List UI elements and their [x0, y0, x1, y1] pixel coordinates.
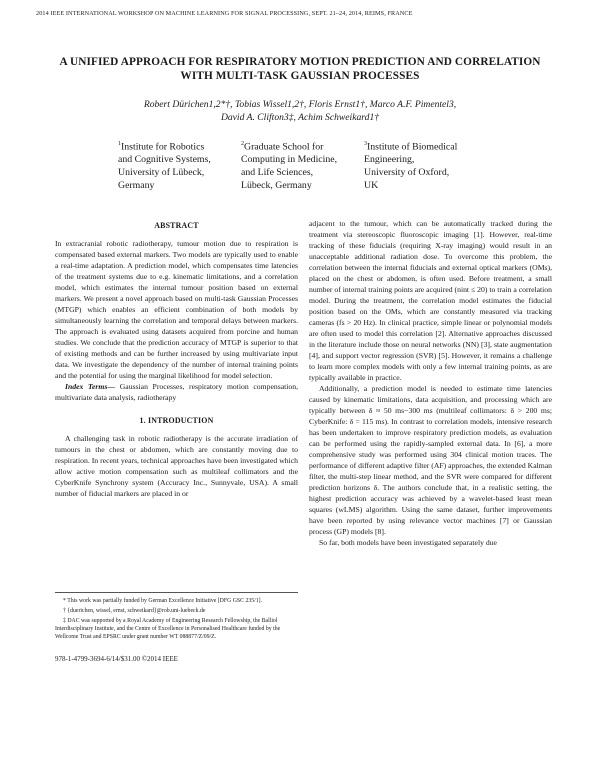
affiliation-2-line-2: Computing in Medicine,: [241, 154, 338, 166]
affiliation-1-line-4: Germany: [118, 180, 155, 192]
right-paragraph-1: adjacent to the tumour, which can be automatically tracked during the treatment via stereoscopic fluoroscopic imaging [1]. However, real-time tracking of these fiducials (requiring X-ray imaging) would result in an unacceptable additional radiation dose. To overcome this problem, the correlation between the internal fiducials and external optical markers (OMs), placed on the chest or abdomen, is often used. Before treatment, a small number of internal training points are acquired (nint ≤ 20) to train a correlation model. During the treatment, the correlation model estimates the fiducial position based on the OMs, which are constantly measured via tracking cameras (fs > 20 Hz). In clinical practice, simple linear or polynomial models are often used to model this correlation [2]. Alternative approaches discussed in the literature include those on neural networks (NN) [3], state augmentation [4], and support vector regression (SVR) [5]. However, it remains a challenge to learn more complex models with only a few internal training points, as are typically available in practice.: [309, 219, 552, 382]
title-line-2: WITH MULTI-TASK GAUSSIAN PROCESSES: [180, 70, 420, 82]
affiliation-3: [364, 138, 487, 192]
title-line-1: A UNIFIED APPROACH FOR RESPIRATORY MOTION PREDICTION AND CORRELATION: [59, 56, 541, 68]
affiliations: [118, 138, 518, 192]
right-paragraph-3: So far, both models have been investigated separately due: [319, 538, 497, 547]
affiliation-1-line-1: Institute for Robotics: [121, 141, 205, 153]
authors-line-2: David A. Clifton3‡, Achim Schweikard1†: [220, 112, 380, 123]
paper-title: [40, 55, 560, 83]
footnotes: [55, 592, 298, 643]
affiliation-1-line-2: and Cognitive Systems,: [118, 154, 211, 166]
affiliation-1-number: 1: [118, 141, 121, 147]
abstract-heading: ABSTRACT: [154, 221, 199, 230]
index-terms-label: Index Terms—: [65, 382, 116, 391]
conference-header: 2014 IEEE INTERNATIONAL WORKSHOP ON MACHINE LEARNING FOR SIGNAL PROCESSING, SEPT. 21–24, 2014, REIMS, FRANCE: [36, 10, 413, 17]
affiliation-2-line-1: Graduate School for: [244, 141, 324, 153]
index-terms-text: Gaussian Processes, respiratory motion compensation, multivariate data analysis, radiotherapy: [55, 382, 299, 402]
affiliation-3-line-4: UK: [364, 180, 379, 192]
footnote-support: ‡ DAC was supported by a Royal Academy of Engineering Research Fellowship, the Balliol Interdisciplinary Institute, and the Centre of Excellence in Personalised Healthcare funded by the Wellcome Trust and EPSRC under grant number WT 088877/Z/09/Z.: [55, 618, 281, 640]
affiliation-2-line-4: Lübeck, Germany: [241, 180, 312, 192]
affiliation-3-number: 3: [364, 141, 367, 147]
affiliation-1-line-3: University of Lübeck,: [118, 167, 205, 179]
index-terms: [55, 381, 298, 403]
right-paragraph-2: Additionally, a prediction model is needed to estimate time latencies caused by kinematic limitations, data acquisition, and processing which are typically between δ ≈ 50 ms−300 ms (multileaf collimators: δ > 200 ms; CyberKnife: δ = 115 ms). In contrast to correlation models, intensive research has been undertaken to improve respiratory prediction models, as evaluation can be performed using the rapidly-sampled external data. In [6], a more comprehensive study was performed using 304 clinical motion traces. The performance of different adaptive filter (AF) approaches, the extended Kalman filter, the multi-step linear method, and the SVR were compared for different prediction horizons δ. The authors conclude that, in a realistic setting, the highest prediction accuracy was achieved by a wavelet-based least mean squares (wLMS) algorithm. Using the same dataset, further improvements have been reported by using relevance vector machines [7] or Gaussian process (GP) models [8].: [309, 384, 552, 536]
right-column: [309, 218, 552, 548]
abstract-text: In extracranial robotic radiotherapy, tumour motion due to respiration is compensated based external markers. Two models are typically used to enable a real-time adaptation. A prediction model, which compensates time latencies of the treatment systems due to e.g. kinematic limitations, and a correlation model, which estimates the internal tumour position based on external markers. We present a novel approach based on multi-task Gaussian Processes (MTGP) which enables an efficient combination of both models by simultaneously learning the correlation and temporal delays between markers. The approach is evaluated using datasets acquired from porcine and human studies. We conclude that the prediction accuracy of MTGP is superior to that of existing methods and can be further increased by using multivariate input data. We investigate the dependency of the number of internal training points and the potential for using the marginal likelihood for model selection.: [55, 239, 298, 380]
affiliation-3-line-2: Engineering,: [364, 154, 415, 166]
authors-line-1: Robert Dürichen1,2*†, Tobias Wissel1,2†, Floris Ernst1†, Marco A.F. Pimentel3,: [143, 99, 457, 110]
footnote-emails: † {duerichen, wissel, ernst, schweikard}@rob.uni-luebeck.de: [63, 608, 206, 614]
footnote-funding: * This work was partially funded by German Excellence Initiative [DFG GSC 235/1].: [63, 598, 263, 604]
introduction-heading: 1. INTRODUCTION: [139, 416, 214, 425]
introduction-paragraph-1: A challenging task in robotic radiotherapy is the accurate irradiation of tumours in the chest or abdomen, which are constantly moving due to respiration. In recent years, technical approaches have been investigated which allow active motion compensation such as multileaf collimators and the CyberKnife Synchrony system (Accuracy Inc., Sunnyvale, USA). A small number of fiducial markers are placed in or: [55, 434, 298, 498]
left-column: [55, 218, 298, 499]
affiliation-1: [118, 138, 241, 192]
author-list: [60, 98, 540, 124]
affiliation-2-line-3: and Life Sciences,: [241, 167, 314, 179]
affiliation-2-number: 2: [241, 141, 244, 147]
affiliation-2: [241, 138, 364, 192]
isbn-copyright: 978-1-4799-3694-6/14/$31.00 ©2014 IEEE: [55, 655, 178, 663]
affiliation-3-line-1: Institute of Biomedical: [367, 141, 458, 153]
affiliation-3-line-3: University of Oxford,: [364, 167, 450, 179]
